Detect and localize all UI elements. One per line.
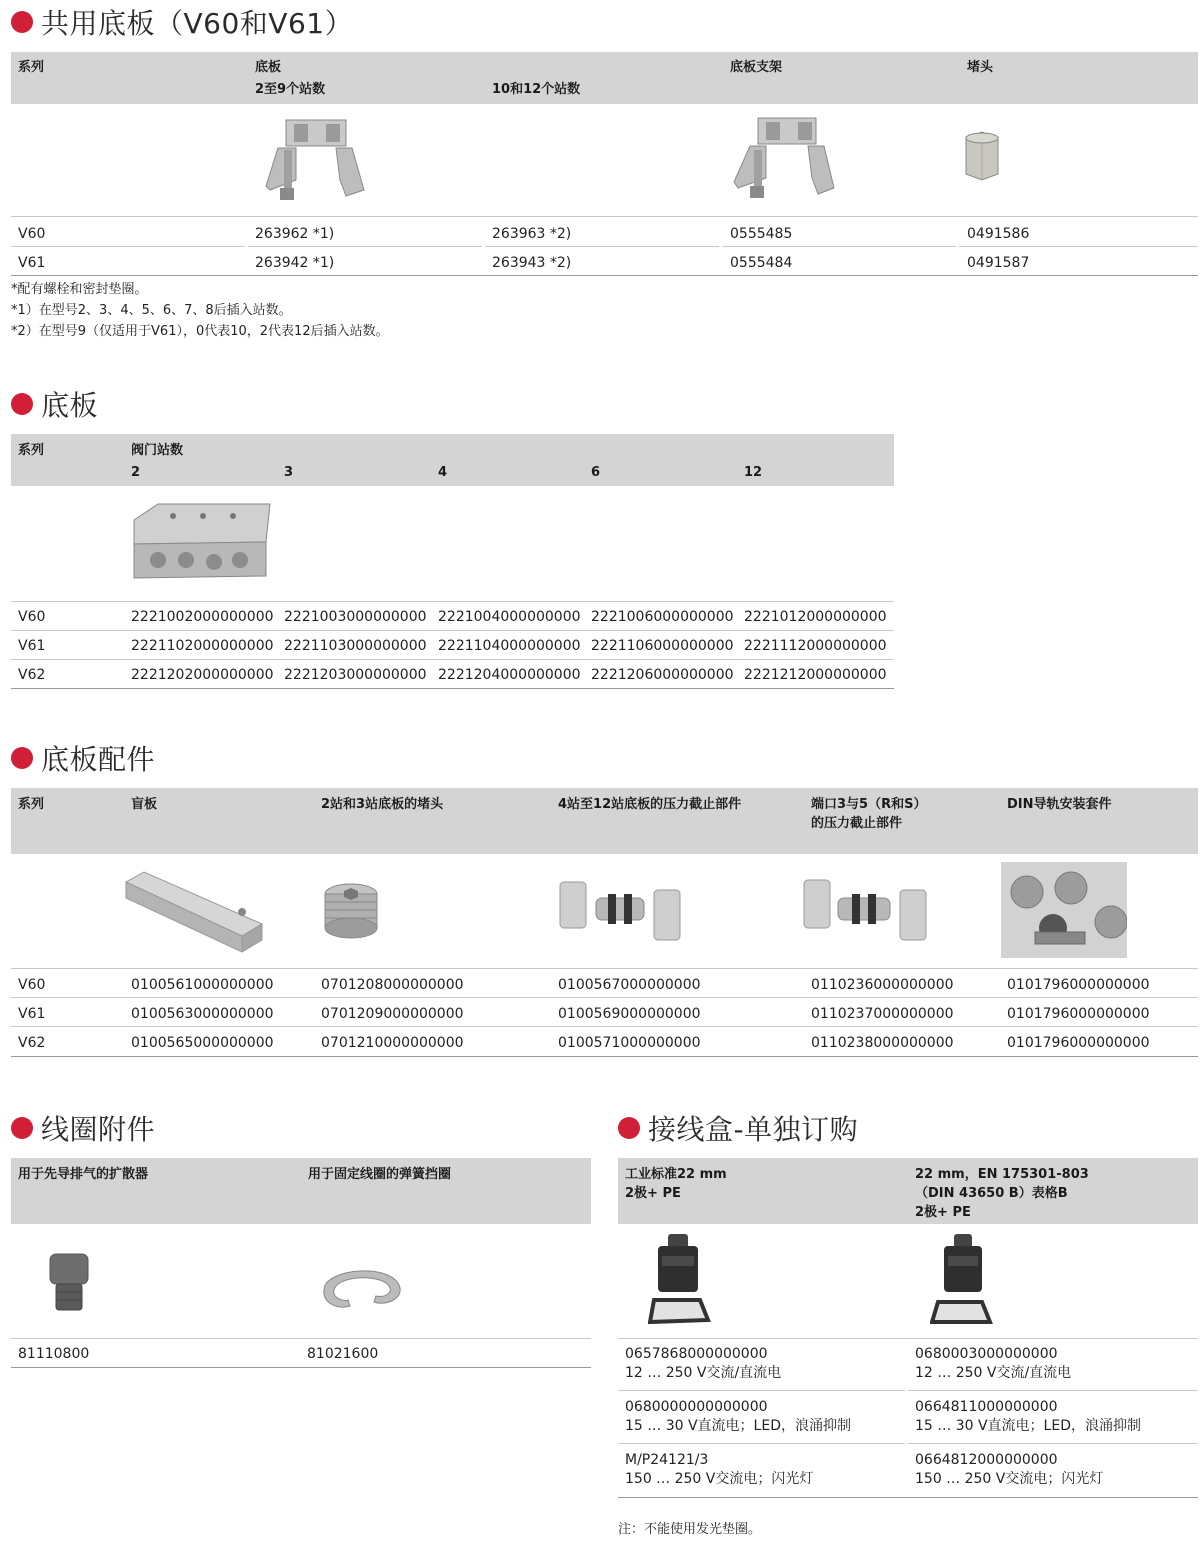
row-divider xyxy=(11,601,894,602)
bullet-icon xyxy=(11,747,33,769)
cell-value: 0100567000000000 xyxy=(558,977,701,993)
cell-value: 2221206000000000 xyxy=(591,667,734,683)
table-header xyxy=(11,1158,591,1224)
cell-value: 263942 *1) xyxy=(255,255,335,271)
row-divider xyxy=(11,1026,1198,1027)
table-header xyxy=(11,788,1198,854)
row-divider xyxy=(11,968,1198,969)
header-base-sub1: 2至9个站数 xyxy=(255,82,326,97)
cell-value: 2221102000000000 xyxy=(131,638,274,654)
header-base-sub2: 10和12个站数 xyxy=(492,82,581,97)
row-divider xyxy=(11,1367,591,1368)
header-bracket: 底板支架 xyxy=(730,60,783,75)
section-title-coil-accessories xyxy=(11,1108,155,1148)
header-blank-plate: 盲板 xyxy=(131,797,158,812)
header-station: 4 xyxy=(438,465,448,480)
header-series: 系列 xyxy=(18,443,45,458)
header-valve-stations: 阀门站数 xyxy=(131,443,184,458)
section-title-base-accessories xyxy=(11,738,155,778)
plug-screw-image xyxy=(320,880,382,942)
cell-value: 2221103000000000 xyxy=(284,638,427,654)
junction-box-note: 注：不能使用发光垫圈。 xyxy=(618,1522,762,1537)
section-title-text: 线圈附件 xyxy=(41,1113,156,1146)
cell-value: 2221202000000000 xyxy=(131,667,274,683)
cell-code: 0657868000000000 xyxy=(625,1346,768,1362)
header-industrial-poles: 2极+ PE xyxy=(625,1186,681,1201)
base-bracket-image xyxy=(256,110,371,205)
cell-value: 0100561000000000 xyxy=(131,977,274,993)
header-series: 系列 xyxy=(18,797,45,812)
cell-value: 0491586 xyxy=(967,226,1030,242)
cell-value: 2221106000000000 xyxy=(591,638,734,654)
row-divider xyxy=(485,246,719,247)
header-pressure-shutoff: 4站至12站底板的压力截止部件 xyxy=(558,797,742,812)
cell-value: 263963 *2) xyxy=(492,226,572,242)
header-retaining-ring: 用于固定线圈的弹簧挡圈 xyxy=(308,1167,452,1182)
bracket-image xyxy=(730,110,840,205)
cell-value: 81110800 xyxy=(18,1346,90,1362)
cell-desc: 12 … 250 V交流/直流电 xyxy=(915,1365,1072,1381)
cell-code: 0680000000000000 xyxy=(625,1399,768,1415)
row-divider xyxy=(618,1390,905,1391)
cell-desc: 150 … 250 V交流电；闪光灯 xyxy=(915,1471,1104,1487)
section-title-common-base xyxy=(11,2,353,42)
cell-series: V60 xyxy=(18,609,46,625)
row-divider xyxy=(908,1443,1198,1444)
cell-series: V62 xyxy=(18,667,46,683)
cell-value: 2221003000000000 xyxy=(284,609,427,625)
cell-value: 0110237000000000 xyxy=(811,1006,954,1022)
section-title-text: 共用底板（V60和V61） xyxy=(41,7,354,40)
header-en-poles: 2极+ PE xyxy=(915,1205,971,1220)
cell-code: 0680003000000000 xyxy=(915,1346,1058,1362)
pressure-shutoff-image xyxy=(556,876,686,946)
row-divider xyxy=(11,246,245,247)
table-header xyxy=(11,434,894,486)
cell-value: 0110238000000000 xyxy=(811,1035,954,1051)
row-divider xyxy=(11,275,1198,276)
cell-value: 0101796000000000 xyxy=(1007,1035,1150,1051)
row-divider xyxy=(11,659,894,660)
connector-22mm-image xyxy=(648,1230,714,1330)
cell-code: 0664812000000000 xyxy=(915,1452,1058,1468)
footnote: *1）在型号2、3、4、5、6、7、8后插入站数。 xyxy=(11,303,292,318)
cell-value: 0100563000000000 xyxy=(131,1006,274,1022)
connector-en-image xyxy=(930,1230,996,1330)
section-title-text: 接线盒-单独订购 xyxy=(648,1113,859,1146)
table-header xyxy=(11,52,1198,104)
cell-value: 2221112000000000 xyxy=(744,638,887,654)
header-station: 3 xyxy=(284,465,294,480)
cell-value: 263962 *1) xyxy=(255,226,335,242)
header-series: 系列 xyxy=(18,60,45,75)
row-divider xyxy=(618,1443,905,1444)
blank-plate-image xyxy=(122,868,264,958)
cell-value: 2221212000000000 xyxy=(744,667,887,683)
cell-value: 0555485 xyxy=(730,226,793,242)
cell-series: V60 xyxy=(18,977,46,993)
row-divider xyxy=(11,630,894,631)
cell-value: 0701210000000000 xyxy=(321,1035,464,1051)
cell-value: 2221006000000000 xyxy=(591,609,734,625)
bullet-icon xyxy=(11,11,33,33)
cell-value: 2221203000000000 xyxy=(284,667,427,683)
cell-desc: 15 … 30 V直流电；LED，浪涌抑制 xyxy=(915,1418,1141,1434)
row-divider xyxy=(11,216,1198,217)
row-divider xyxy=(248,246,482,247)
section-title-text: 底板配件 xyxy=(41,743,156,776)
cell-value: 0100571000000000 xyxy=(558,1035,701,1051)
cell-value: 81021600 xyxy=(307,1346,379,1362)
port-shutoff-image xyxy=(802,876,930,946)
row-divider xyxy=(11,1056,1198,1057)
cell-value: 0491587 xyxy=(967,255,1030,271)
row-divider xyxy=(959,246,1198,247)
header-plug: 2站和3站底板的堵头 xyxy=(321,797,444,812)
footnote: *2）在型号9（仅适用于V61），0代表10，2代表12后插入站数。 xyxy=(11,324,389,339)
header-station: 6 xyxy=(591,465,601,480)
row-divider xyxy=(11,688,894,689)
cell-value: 0701208000000000 xyxy=(321,977,464,993)
header-base: 底板 xyxy=(255,60,282,75)
table-header xyxy=(618,1158,1198,1224)
bullet-icon xyxy=(618,1117,640,1139)
cell-series: V61 xyxy=(18,1006,46,1022)
cell-code: M/P24121/3 xyxy=(625,1452,709,1468)
cell-value: 0555484 xyxy=(730,255,793,271)
header-din-rail-kit: DIN导轨安装套件 xyxy=(1007,797,1112,812)
cell-value: 0110236000000000 xyxy=(811,977,954,993)
cell-series: V60 xyxy=(18,226,46,242)
plug-image xyxy=(960,128,1004,184)
bullet-icon xyxy=(11,393,33,415)
cell-series: V61 xyxy=(18,638,46,654)
cell-series: V62 xyxy=(18,1035,46,1051)
header-diffuser: 用于先导排气的扩散器 xyxy=(18,1167,149,1182)
section-title-text: 底板 xyxy=(41,389,99,422)
row-divider xyxy=(908,1390,1198,1391)
section-title-junction-box xyxy=(618,1108,858,1148)
cell-desc: 15 … 30 V直流电；LED，浪涌抑制 xyxy=(625,1418,851,1434)
header-port-shutoff: 端口3与5（R和S） xyxy=(811,797,927,812)
retaining-ring-image xyxy=(314,1260,404,1310)
row-divider xyxy=(11,1338,591,1339)
cell-value: 2221204000000000 xyxy=(438,667,581,683)
header-plug: 堵头 xyxy=(967,60,994,75)
row-divider xyxy=(722,246,956,247)
footnote: *配有螺栓和密封垫圈。 xyxy=(11,282,148,297)
cell-value: 2221012000000000 xyxy=(744,609,887,625)
row-divider xyxy=(11,997,1198,998)
cell-value: 2221004000000000 xyxy=(438,609,581,625)
cell-code: 0664811000000000 xyxy=(915,1399,1058,1415)
header-din-standard: （DIN 43650 B）表格B xyxy=(915,1186,1068,1201)
cell-desc: 12 … 250 V交流/直流电 xyxy=(625,1365,782,1381)
diffuser-image xyxy=(46,1250,92,1316)
manifold-base-image xyxy=(128,500,273,592)
header-station: 2 xyxy=(131,465,141,480)
cell-value: 0101796000000000 xyxy=(1007,977,1150,993)
cell-value: 0701209000000000 xyxy=(321,1006,464,1022)
cell-value: 2221002000000000 xyxy=(131,609,274,625)
header-industrial-standard: 工业标准22 mm xyxy=(625,1167,727,1182)
cell-value: 0101796000000000 xyxy=(1007,1006,1150,1022)
row-divider xyxy=(618,1338,1198,1339)
header-port-shutoff-line2: 的压力截止部件 xyxy=(811,816,903,831)
cell-series: V61 xyxy=(18,255,46,271)
cell-desc: 150 … 250 V交流电；闪光灯 xyxy=(625,1471,814,1487)
bullet-icon xyxy=(11,1117,33,1139)
header-en-standard: 22 mm，EN 175301-803 xyxy=(915,1167,1089,1182)
din-rail-kit-image xyxy=(1001,862,1127,958)
cell-value: 0100565000000000 xyxy=(131,1035,274,1051)
cell-value: 0100569000000000 xyxy=(558,1006,701,1022)
row-divider xyxy=(618,1497,1198,1498)
header-station: 12 xyxy=(744,465,763,480)
cell-value: 263943 *2) xyxy=(492,255,572,271)
cell-value: 2221104000000000 xyxy=(438,638,581,654)
section-title-base xyxy=(11,384,98,424)
